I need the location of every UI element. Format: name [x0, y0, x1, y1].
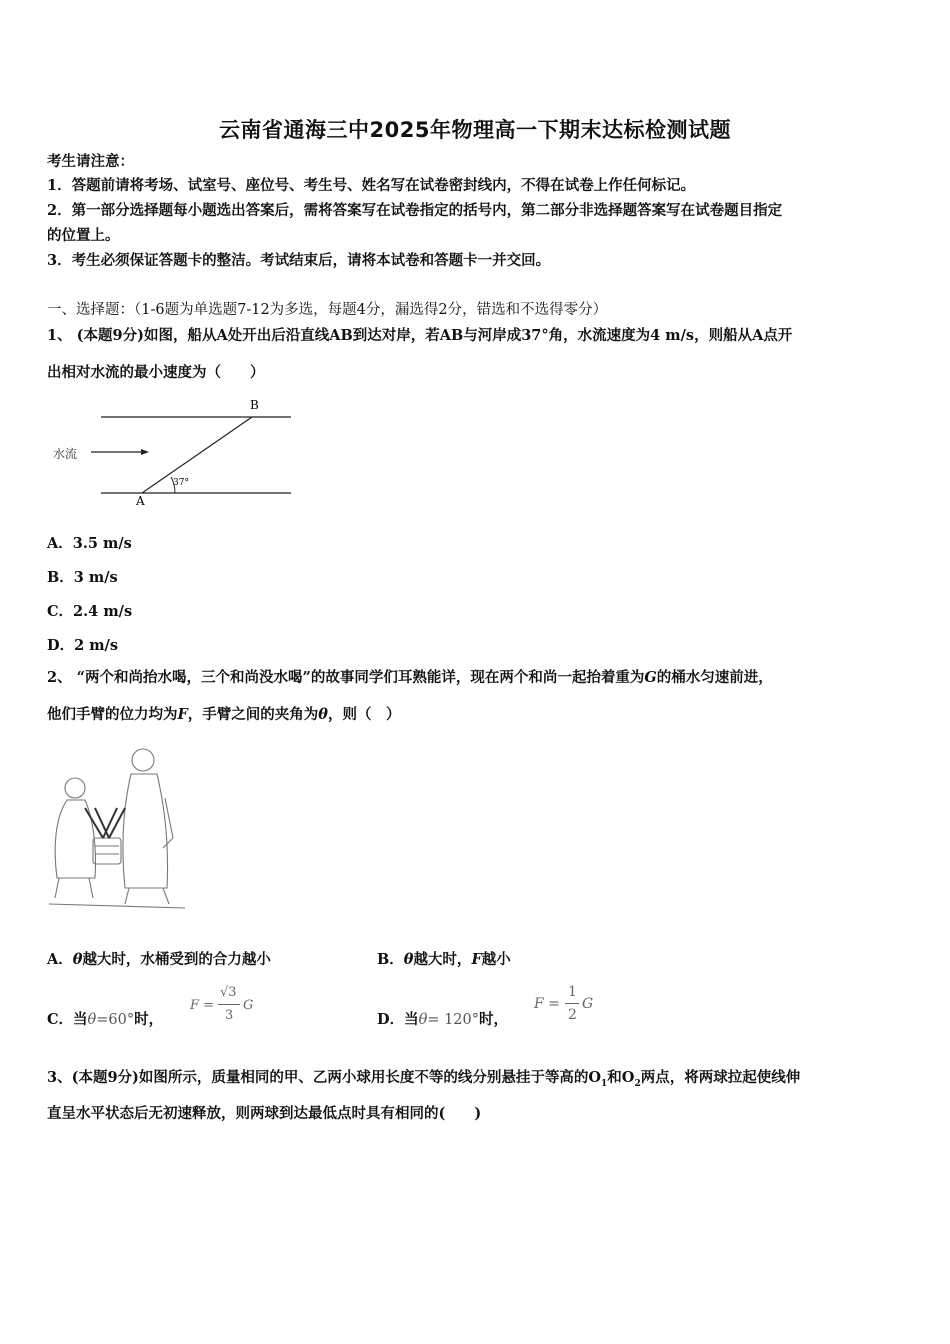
q1-option-c: C．2.4 m/s: [47, 603, 133, 620]
q2-stem-line2: 他们手臂的位力均为F，手臂之间的夹角为θ，则（ ）: [47, 706, 401, 723]
notice-heading: 考生请注意：: [47, 153, 134, 170]
q1-stem-line2: 出相对水流的最小速度为（ ）: [47, 364, 265, 381]
q2-option-d: D．当θ= 120°时，: [377, 1011, 508, 1028]
q2-option-b: B．θ越大时，F越小: [377, 951, 511, 968]
label-b: B: [250, 398, 259, 412]
q1-option-b: B．3 m/s: [47, 569, 118, 586]
label-a: A: [136, 494, 145, 508]
q3-stem-line2: 直呈水平状态后无初速释放，则两球到达最低点时具有相同的( ): [47, 1105, 482, 1122]
q1-stem-line1: 1、 (本题9分)如图，船从A处开出后沿直线AB到达对岸，若AB与河岸成37°角，水流速度为4 m/s，则船从A点开: [47, 327, 793, 344]
path-ab-line: [142, 417, 252, 493]
notice-item-3: 3．考生必须保证答题卡的整洁。考试结束后，请将本试卷和答题卡一并交回。: [47, 252, 551, 269]
q1-option-d: D．2 m/s: [47, 637, 119, 654]
q3-stem-line1: 3、(本题9分)如图所示，质量相同的甲、乙两小球用长度不等的线分别悬挂于等高的$O_1$和$O_2$两点，将两球拉起使线伸: [47, 1069, 801, 1089]
page-title: 云南省通海三中2025年物理高一下期末达标检测试题: [219, 118, 731, 142]
q1-option-a: A．3.5 m/s: [47, 535, 132, 552]
monks-carrying-water-illustration: [45, 738, 195, 913]
q2-option-c: C．当θ=60°时，: [47, 1011, 164, 1028]
q2-stem-line1: 2、 “两个和尚抬水喝，三个和尚没水喝”的故事同学们耳熟能详，现在两个和尚一起抬着重为G的桶水匀速前进，: [47, 669, 773, 686]
label-angle: 37°: [173, 478, 189, 488]
notice-item-2-cont: 的位置上。: [47, 227, 120, 244]
label-water: 水流: [53, 447, 78, 461]
notice-item-1: 1．答题前请将考场、试室号、座位号、考生号、姓名写在试卷密封线内，不得在试卷上作任何标记。: [47, 177, 696, 194]
q2-option-a: A．θ越大时，水桶受到的合力越小: [47, 951, 271, 968]
river-diagram: [45, 395, 300, 510]
arrow-head-icon: [141, 449, 149, 455]
notice-item-2: 2．第一部分选择题每小题选出答案后，需将答案写在试卷指定的括号内，第二部分非选择题答案写在试卷题目指定: [47, 202, 783, 219]
section-heading: 一、选择题：（1-6题为单选题7-12为多选，每题4分，漏选得2分，错选和不选得零分）: [47, 302, 608, 318]
